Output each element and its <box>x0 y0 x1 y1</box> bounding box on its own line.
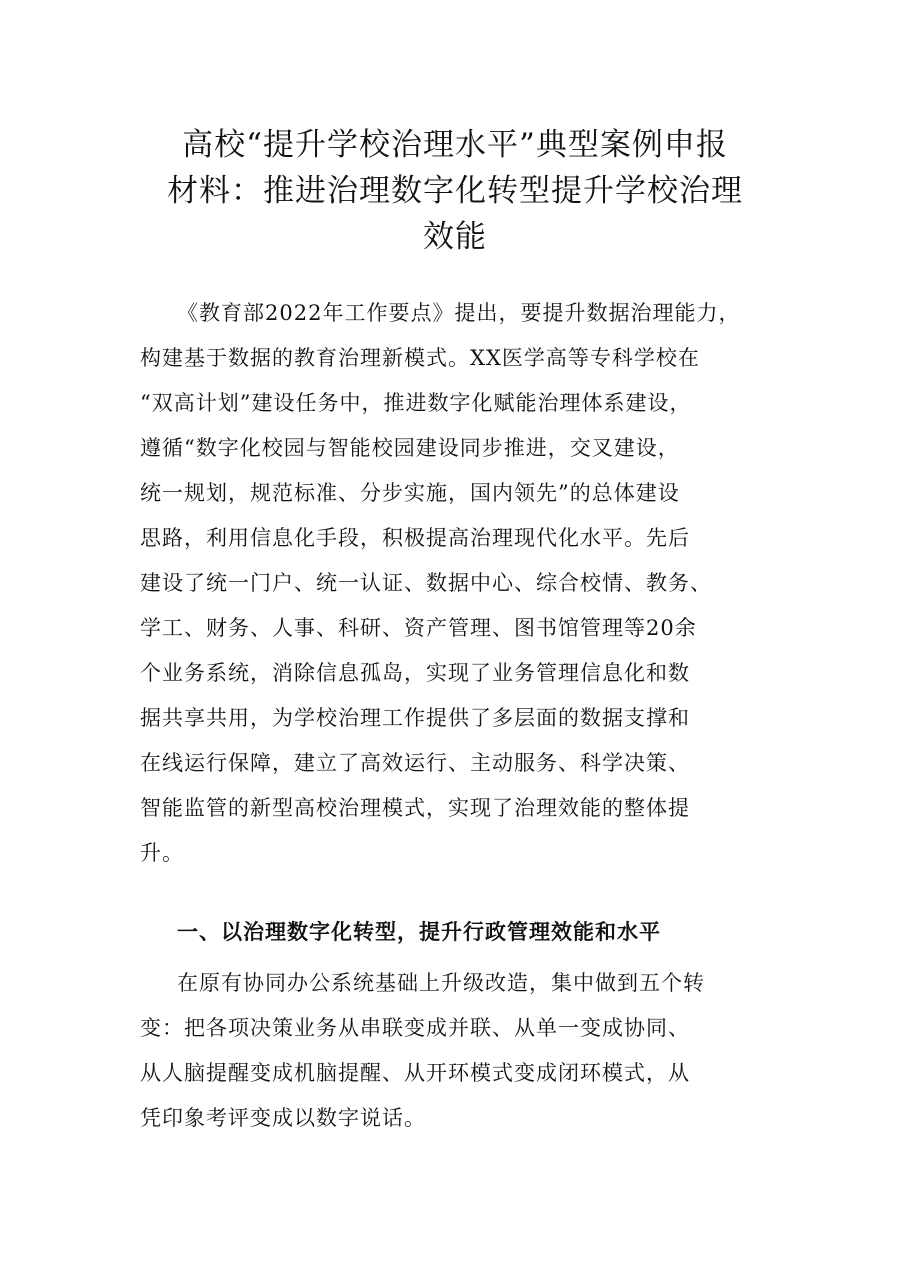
paragraph-line: 个业务系统，消除信息孤岛，实现了业务管理信息化和数 <box>140 661 690 685</box>
title-line: 材料：推进治理数字化转型提升学校治理 <box>167 173 743 209</box>
paragraph-line: 构建基于数据的教育治理新模式。XX医学高等专科学校在 <box>140 346 700 370</box>
paragraph-line: 学工、财务、人事、科研、资产管理、图书馆管理等20余 <box>140 616 697 640</box>
document-title <box>140 122 770 260</box>
title-line: 效能 <box>423 219 487 255</box>
paragraph-line: 变：把各项决策业务从串联变成并联、从单一变成协同、 <box>140 1016 690 1040</box>
section-heading: 一、以治理数字化转型，提升行政管理效能和水平 <box>177 919 661 944</box>
paragraph-line: 统一规划，规范标准、分步实施，国内领先”的总体建设 <box>140 481 680 505</box>
paragraph-line: 据共享共用，为学校治理工作提供了多层面的数据支撑和 <box>140 706 690 730</box>
paragraph-line: 遵循“数字化校园与智能校园建设同步推进，交叉建设， <box>140 436 680 460</box>
paragraph-line: 《教育部2022年工作要点》提出，要提升数据治理能力， <box>177 301 741 325</box>
paragraph-line: 建设了统一门户、统一认证、数据中心、综合校情、教务、 <box>140 571 712 595</box>
paragraph-line: 凭印象考评变成以数字说话。 <box>140 1106 426 1130</box>
paragraph-line: 在线运行保障，建立了高效运行、主动服务、科学决策、 <box>140 751 690 775</box>
paragraph-line: 思路，利用信息化手段，积极提高治理现代化水平。先后 <box>140 526 690 550</box>
paragraph-line: 从人脑提醒变成机脑提醒、从开环模式变成闭环模式，从 <box>140 1061 690 1085</box>
paragraph-line: 升。 <box>140 841 184 865</box>
paragraph-line: 在原有协同办公系统基础上升级改造，集中做到五个转 <box>177 971 705 995</box>
paragraph-line: “双高计划”建设任务中，推进数字化赋能治理体系建设， <box>140 391 692 415</box>
title-line: 高校“提升学校治理水平”典型案例申报 <box>182 127 728 163</box>
paragraph-line: 智能监管的新型高校治理模式，实现了治理效能的整体提 <box>140 796 690 820</box>
